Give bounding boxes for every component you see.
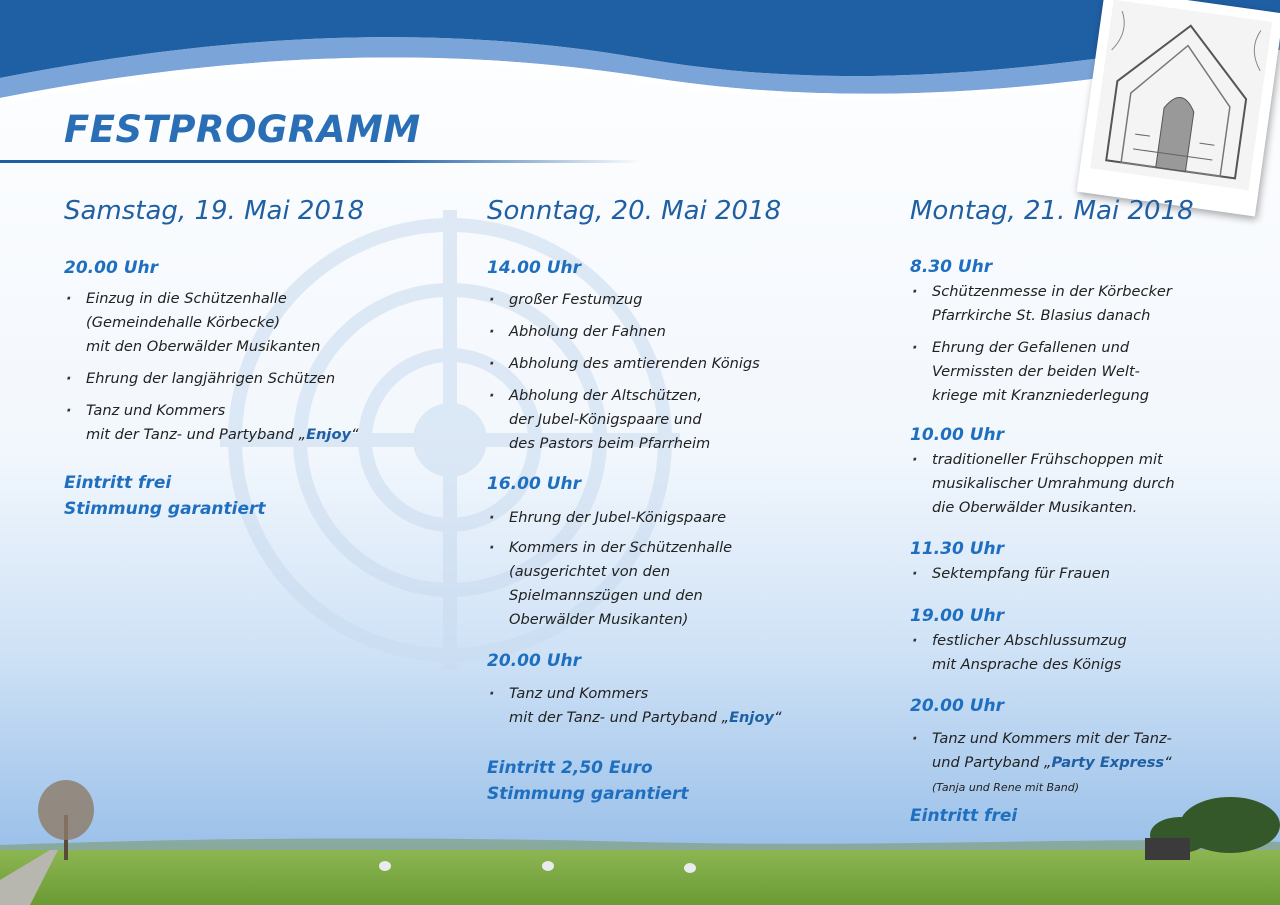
list-item — [487, 682, 847, 730]
list-item — [910, 336, 1240, 408]
schedule-list-mon-0830 — [910, 280, 1240, 408]
list-item — [487, 384, 827, 456]
quote-close: “ — [773, 709, 782, 726]
mood-info: Stimmung garantiert — [487, 784, 689, 804]
time-mon-1900: 19.00 Uhr — [910, 606, 1004, 626]
church-sketch-photo — [1077, 0, 1280, 217]
footer-mon — [910, 803, 1017, 829]
item-text: mit der Tanz- und Partyband „ — [86, 426, 307, 443]
item-text: Ehrung der Gefallenen und — [932, 339, 1130, 356]
item-text: mit der Tanz- und Partyband „ — [509, 709, 730, 726]
quote-close: “ — [350, 426, 359, 443]
item-text: Vermissten der beiden Welt- — [932, 363, 1140, 380]
time-mon-0830: 8.30 Uhr — [910, 257, 993, 277]
band-note: (Tanja und Rene mit Band) — [932, 781, 1080, 794]
item-text: mit den Oberwälder Musikanten — [86, 338, 321, 355]
list-item — [910, 562, 1240, 586]
item-text: Oberwälder Musikanten) — [509, 611, 689, 628]
footer-sat — [64, 470, 266, 522]
schedule-list-sat — [64, 287, 394, 447]
item-text: Tanz und Kommers mit der Tanz- — [932, 730, 1172, 747]
item-text: die Oberwälder Musikanten. — [932, 499, 1138, 516]
schedule-list-sun-1400 — [487, 288, 827, 456]
item-text: Einzug in die Schützenhalle — [86, 290, 287, 307]
entry-info: Eintritt 2,50 Euro — [487, 758, 653, 778]
day-heading-sunday: Sonntag, 20. Mai 2018 — [487, 196, 782, 226]
mood-info: Stimmung garantiert — [64, 499, 266, 519]
day-heading-monday: Montag, 21. Mai 2018 — [910, 196, 1194, 226]
list-item — [64, 287, 394, 359]
list-item — [910, 448, 1250, 520]
list-item — [910, 727, 1260, 799]
item-text: Schützenmesse in der Körbecker — [932, 283, 1172, 300]
item-text: Kommers in der Schützenhalle — [509, 539, 733, 556]
item-text: (ausgerichtet von den — [509, 563, 671, 580]
time-mon-2000: 20.00 Uhr — [910, 696, 1004, 716]
list-item — [487, 320, 827, 344]
item-text: traditioneller Frühschoppen mit — [932, 451, 1163, 468]
list-item — [487, 506, 827, 530]
time-mon-1130: 11.30 Uhr — [910, 539, 1004, 559]
schedule-list-sun-2000 — [487, 682, 847, 730]
item-text: mit Ansprache des Königs — [932, 656, 1122, 673]
item-text: musikalischer Umrahmung durch — [932, 475, 1175, 492]
time-sat-2000: 20.00 Uhr — [64, 258, 158, 278]
entry-info: Eintritt frei — [64, 473, 172, 493]
list-item — [64, 367, 394, 391]
item-text: und Partyband „ — [932, 754, 1052, 771]
day-heading-saturday: Samstag, 19. Mai 2018 — [64, 196, 365, 226]
band-name: Enjoy — [729, 709, 774, 726]
item-text: Tanz und Kommers — [86, 402, 226, 419]
schedule-list-mon-1000 — [910, 448, 1250, 520]
item-text: Abholung des amtierenden Königs — [509, 355, 760, 372]
list-item — [910, 280, 1240, 328]
item-text: des Pastors beim Pfarrheim — [509, 435, 711, 452]
item-text: der Jubel-Königspaare und — [509, 411, 702, 428]
item-text: Abholung der Altschützen, — [509, 387, 702, 404]
item-text: Sektempfang für Frauen — [932, 565, 1110, 582]
time-sun-1600: 16.00 Uhr — [487, 474, 581, 494]
band-name: Enjoy — [306, 426, 351, 443]
item-text: Pfarrkirche St. Blasius danach — [932, 307, 1151, 324]
item-text: (Gemeindehalle Körbecke) — [86, 314, 281, 331]
church-icon — [1077, 0, 1280, 217]
item-text: kriege mit Kranzniederlegung — [932, 387, 1150, 404]
item-text: großer Festumzug — [509, 291, 643, 308]
time-mon-1000: 10.00 Uhr — [910, 425, 1004, 445]
item-text: festlicher Abschlussumzug — [932, 632, 1127, 649]
list-item — [910, 629, 1240, 677]
title-underline — [0, 160, 640, 163]
quote-close: “ — [1164, 754, 1172, 771]
time-sun-2000: 20.00 Uhr — [487, 651, 581, 671]
item-text: Ehrung der Jubel-Königspaare — [509, 509, 727, 526]
entry-info: Eintritt frei — [910, 806, 1018, 826]
list-item — [487, 352, 827, 376]
schedule-list-mon-2000 — [910, 727, 1260, 799]
item-text: Tanz und Kommers — [509, 685, 649, 702]
footer-sun — [487, 755, 689, 807]
schedule-list-sun-1600 — [487, 506, 827, 632]
page-title: FESTPROGRAMM — [64, 108, 421, 151]
band-name: Party Express — [1051, 754, 1165, 771]
item-text: Ehrung der langjährigen Schützen — [86, 370, 336, 387]
schedule-list-mon-1900 — [910, 629, 1240, 677]
item-text: Abholung der Fahnen — [509, 323, 666, 340]
item-text: Spielmannszügen und den — [509, 587, 703, 604]
list-item — [487, 536, 827, 632]
time-sun-1400: 14.00 Uhr — [487, 258, 581, 278]
list-item — [64, 399, 394, 447]
list-item — [487, 288, 827, 312]
schedule-list-mon-1130 — [910, 562, 1240, 586]
